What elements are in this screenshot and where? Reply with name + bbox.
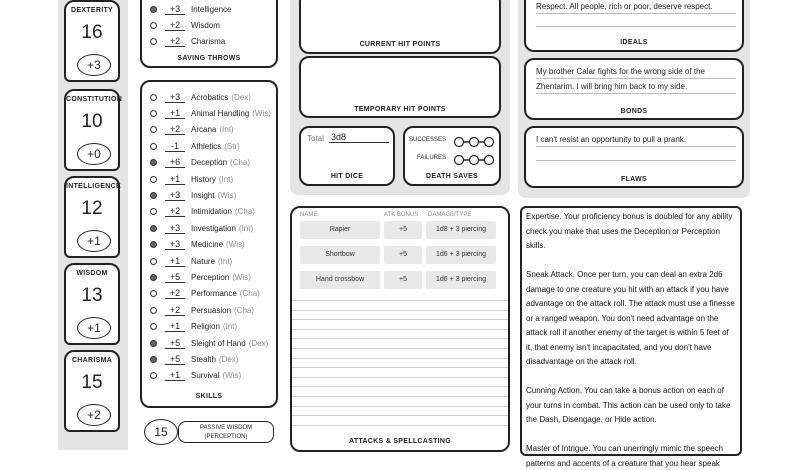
skill-mod: +5	[165, 338, 185, 349]
ability-modifier: +1	[77, 230, 111, 252]
ideals-rule	[536, 26, 736, 27]
feature-text-line: check you make that uses the Deception or Perception	[526, 226, 720, 236]
ability-score: 15	[81, 372, 103, 393]
proficiency-dot[interactable]	[150, 176, 157, 183]
death-saves-failures	[453, 153, 495, 171]
proficiency-dot[interactable]	[150, 307, 157, 314]
feature-text-line: attack roll if another enemy of the target is within 5 feet of	[526, 328, 729, 337]
feature-text-line: your turns in combat. This action can be used only to take	[526, 400, 731, 410]
skill-label: Athletics	[191, 141, 222, 151]
skill-ability: (Dex)	[218, 354, 239, 364]
failure-checkboxes[interactable]	[453, 154, 495, 166]
hit-dice-total-value[interactable]: 3d8	[329, 132, 389, 143]
ability-modifier: +1	[77, 317, 111, 339]
skill-label: History	[191, 174, 216, 184]
proficiency-dot[interactable]	[150, 110, 157, 117]
hit-dice-title: HIT DICE	[330, 173, 364, 180]
bonds-box[interactable]	[524, 58, 744, 120]
saving-throw-label: Wisdom	[191, 20, 220, 30]
skill-row[interactable]	[142, 188, 236, 202]
skill-row[interactable]	[142, 123, 234, 137]
skill-mod: +6	[165, 157, 185, 168]
skill-label: Medicine	[191, 240, 224, 250]
passive-perception-label: PASSIVE WISDOM	[199, 425, 253, 431]
skills-title: SKILLS	[195, 393, 223, 400]
ability-name: CONSTITUTION	[66, 96, 123, 103]
ability-score: 16	[81, 22, 103, 43]
proficiency-dot[interactable]	[150, 290, 157, 297]
skill-label: Stealth	[191, 354, 216, 364]
skill-ability: (Cha)	[234, 305, 255, 315]
skill-ability: (Wis)	[226, 240, 245, 250]
notes-line	[292, 310, 508, 311]
ability-score: 13	[81, 285, 103, 306]
skill-mod: +3	[165, 190, 185, 201]
skill-ability: (Cha)	[239, 289, 260, 299]
proficiency-dot[interactable]	[150, 356, 157, 363]
saving-throw-mod: +2	[165, 20, 185, 31]
feature-text-line: it, that enemy isn't incapacitated, and you don't have	[526, 342, 712, 352]
skill-ability: (Int)	[218, 256, 233, 266]
proficiency-dot[interactable]	[150, 372, 157, 379]
saving-throw-row[interactable]	[142, 18, 220, 32]
feature-text-line: Master of Intrigue. You can unerringly mimic the speech	[526, 444, 723, 453]
skill-mod: +2	[165, 305, 185, 316]
saving-throws-panel	[140, 0, 278, 68]
ability-name: INTELLIGENCE	[66, 183, 121, 190]
ability-dexterity[interactable]	[64, 0, 120, 82]
death-saves-successes	[453, 135, 495, 153]
skill-mod: +1	[165, 321, 185, 332]
skill-ability: (Cha)	[230, 158, 251, 168]
skill-ability: (Int)	[222, 322, 238, 332]
notes-line	[292, 348, 508, 349]
attack-name-field[interactable]: Rapier	[300, 221, 380, 239]
skill-row[interactable]	[142, 369, 241, 383]
saving-throw-row[interactable]	[142, 34, 225, 48]
skill-row[interactable]	[142, 139, 240, 153]
skill-ability: (Int)	[219, 125, 234, 135]
saving-throw-mod: +2	[165, 36, 185, 47]
skill-mod: +1	[165, 370, 185, 381]
attacks-col-bonus: ATK BONUS	[384, 212, 419, 218]
passive-perception-value[interactable]: 15	[144, 419, 178, 445]
proficiency-dot[interactable]	[150, 225, 157, 232]
attack-name-field[interactable]: Hand crossbow	[300, 271, 380, 289]
feature-text-line: the Dash, Disengage, or Hide action.	[526, 415, 657, 424]
saving-throw-row[interactable]	[142, 2, 231, 16]
skill-label: Persuasion	[191, 305, 232, 315]
skill-row[interactable]	[142, 106, 271, 120]
proficiency-dot[interactable]	[150, 274, 157, 281]
skill-mod: -1	[165, 141, 185, 152]
saving-throws-title: SAVING THROWS	[177, 55, 241, 62]
proficiency-dot[interactable]	[150, 22, 157, 29]
attack-damage-field[interactable]: 1d6 + 3 piercing	[426, 271, 496, 289]
ideals-text: Respect. All people, rich or poor, deserve respect.	[536, 2, 736, 14]
skill-row[interactable]	[142, 205, 255, 219]
bonds-text-line2: Zhentarim. I will bring him back to my side.	[536, 82, 736, 94]
flaws-title: FLAWS	[621, 176, 647, 183]
proficiency-dot[interactable]	[150, 208, 157, 215]
attacks-title: ATTACKS & SPELLCASTING	[348, 438, 451, 445]
proficiency-dot[interactable]	[150, 323, 157, 330]
skill-row[interactable]	[142, 320, 237, 334]
passive-perception	[142, 417, 278, 447]
hit-dice-total-label: Total	[307, 134, 324, 143]
ability-wisdom[interactable]	[64, 263, 120, 345]
skill-ability: (Int)	[238, 223, 254, 233]
feature-text-line: disadvantage on the attack roll.	[526, 357, 637, 366]
skill-row[interactable]	[142, 287, 260, 301]
personality-section	[518, 0, 750, 198]
skill-mod: +3	[165, 239, 185, 250]
skill-ability: (Int)	[218, 174, 234, 184]
current-hp-title: CURRENT HIT POINTS	[359, 41, 441, 48]
notes-line	[292, 358, 508, 359]
notes-line	[292, 406, 508, 407]
bonds-title: BONDS	[620, 108, 648, 115]
attack-name-field[interactable]: Shortbow	[300, 246, 380, 264]
ability-score: 10	[81, 111, 103, 132]
bonds-text-line1: My brother Calar fights for the wrong side of the	[536, 67, 736, 79]
notes-line	[292, 425, 508, 426]
skills-panel	[140, 80, 278, 408]
skill-ability: (Wis)	[232, 272, 251, 282]
attacks-col-damage: DAMAGE/TYPE	[428, 212, 472, 218]
skill-mod: +2	[165, 288, 185, 299]
proficiency-dot[interactable]	[150, 126, 157, 133]
flaws-rule	[536, 160, 736, 161]
skill-mod: +5	[165, 272, 185, 283]
ideals-box[interactable]	[524, 0, 744, 52]
skill-row[interactable]	[142, 90, 251, 104]
attack-damage-field[interactable]: 1d8 + 3 piercing	[426, 221, 496, 239]
skill-label: Perception	[191, 272, 230, 282]
hp-section	[290, 0, 510, 195]
skill-ability: (Cha)	[234, 207, 255, 217]
skill-label: Deception	[191, 158, 228, 168]
skill-label: Arcana	[191, 125, 217, 135]
skill-row[interactable]	[142, 336, 268, 350]
attack-bonus-field[interactable]: +5	[384, 271, 422, 289]
attacks-panel	[290, 206, 510, 452]
ability-name: CHARISMA	[71, 357, 113, 364]
saving-throw-label: Charisma	[191, 36, 226, 46]
skill-label: Performance	[191, 289, 237, 299]
notes-line	[292, 319, 508, 320]
success-checkboxes[interactable]	[453, 136, 495, 148]
skill-row[interactable]	[142, 172, 233, 186]
ideals-title: IDEALS	[620, 39, 648, 46]
feature-text-line: or a ranged weapon. You don't need advantage on the	[526, 313, 719, 323]
proficiency-dot[interactable]	[150, 241, 157, 248]
notes-line	[292, 367, 508, 368]
skill-row[interactable]	[142, 270, 251, 284]
proficiency-dot[interactable]	[150, 159, 157, 166]
feature-text-line: advantage on the attack roll. The attack must use a finesse	[526, 299, 735, 308]
passive-perception-label-box	[178, 421, 274, 443]
death-saves-failures-label: FAILURES	[417, 155, 447, 161]
skill-label: Insight	[191, 190, 215, 200]
skill-ability: (Wis)	[252, 108, 271, 118]
skill-row[interactable]	[142, 254, 232, 268]
attacks-col-name: NAME	[300, 212, 318, 218]
skill-label: Sleight of Hand	[191, 338, 246, 348]
skill-ability: (Str)	[224, 141, 240, 151]
ability-modifier: +2	[77, 404, 111, 426]
passive-perception-sublabel: (PERCEPTION)	[204, 434, 248, 440]
skill-mod: +3	[165, 223, 185, 234]
death-saves-title: DEATH SAVES	[425, 173, 479, 180]
saving-throw-mod: +3	[165, 4, 185, 15]
feature-text-line: damage to one creature you hit with an attack if you have	[526, 284, 729, 294]
ability-constitution[interactable]	[64, 89, 123, 171]
notes-line	[292, 338, 508, 339]
ability-name: DEXTERITY	[71, 7, 113, 14]
flaws-box[interactable]	[524, 126, 744, 188]
skill-ability: (Wis)	[222, 371, 242, 381]
skill-label: Acrobatics	[191, 92, 229, 102]
skill-mod: +5	[165, 354, 185, 365]
ability-intelligence[interactable]	[64, 176, 120, 258]
ability-modifier: +0	[77, 143, 111, 165]
skill-mod: +1	[165, 256, 185, 267]
skill-ability: (Dex)	[248, 338, 269, 348]
skill-mod: +3	[165, 92, 185, 103]
features-panel[interactable]	[520, 206, 742, 468]
feature-text-line: patterns and accents of a creature that you hear speak	[526, 458, 720, 468]
skill-row[interactable]	[142, 238, 245, 252]
skill-ability: (Wis)	[217, 190, 237, 200]
notes-line	[292, 329, 508, 330]
proficiency-dot[interactable]	[150, 6, 157, 13]
skill-ability: (Dex)	[231, 92, 251, 102]
death-saves-box	[403, 126, 501, 186]
attack-damage-field[interactable]: 1d6 + 3 piercing	[426, 246, 496, 264]
proficiency-dot[interactable]	[150, 143, 157, 150]
attack-bonus-field[interactable]: +5	[384, 246, 422, 264]
notes-line	[292, 300, 508, 301]
skill-row[interactable]	[142, 303, 254, 317]
skill-mod: +2	[165, 124, 185, 135]
proficiency-dot[interactable]	[150, 340, 157, 347]
ability-name: WISDOM	[76, 270, 108, 277]
ability-charisma[interactable]	[64, 350, 120, 432]
hit-dice-box[interactable]	[299, 126, 395, 186]
skill-label: Nature	[191, 256, 216, 266]
skill-label: Investigation	[191, 223, 236, 233]
skill-label: Survival	[191, 371, 220, 381]
notes-line	[292, 415, 508, 416]
proficiency-dot[interactable]	[150, 258, 157, 265]
skill-mod: +2	[165, 206, 185, 217]
ability-modifier: +3	[77, 54, 111, 76]
proficiency-dot[interactable]	[150, 192, 157, 199]
notes-line	[292, 386, 508, 387]
attack-bonus-field[interactable]: +5	[384, 221, 422, 239]
current-hp-box[interactable]	[299, 0, 501, 54]
feature-text-line: Cunning Action. You can take a bonus action on each of	[526, 386, 724, 395]
notes-line	[292, 377, 508, 378]
feature-text-line: skills.	[526, 241, 546, 250]
skill-row[interactable]	[142, 221, 253, 235]
temporary-hp-title: TEMPORARY HIT POINTS	[354, 106, 446, 113]
temporary-hp-box[interactable]	[299, 56, 501, 118]
notes-line	[292, 396, 508, 397]
ability-scores-column	[58, 0, 128, 450]
skill-label: Animal Handling	[191, 108, 250, 118]
skill-row[interactable]	[142, 156, 250, 170]
skill-mod: +1	[165, 108, 185, 119]
skill-row[interactable]	[142, 352, 238, 366]
death-saves-successes-label: SUCCESSES	[409, 137, 447, 143]
flaws-text: I can't resist an opportunity to pull a prank.	[536, 135, 736, 147]
saving-throw-label: Intelligence	[191, 4, 232, 14]
skill-mod: +1	[165, 174, 185, 185]
skill-label: Religion	[191, 322, 220, 332]
skill-label: Intimidation	[191, 207, 232, 217]
ability-score: 12	[81, 198, 103, 219]
feature-text-line: Expertise. Your proficiency bonus is doubled for any ability	[526, 212, 733, 221]
proficiency-dot[interactable]	[150, 94, 157, 101]
feature-text-line: Sneak Attack. Once per turn, you can deal an extra 2d6	[526, 270, 723, 279]
proficiency-dot[interactable]	[150, 38, 157, 45]
